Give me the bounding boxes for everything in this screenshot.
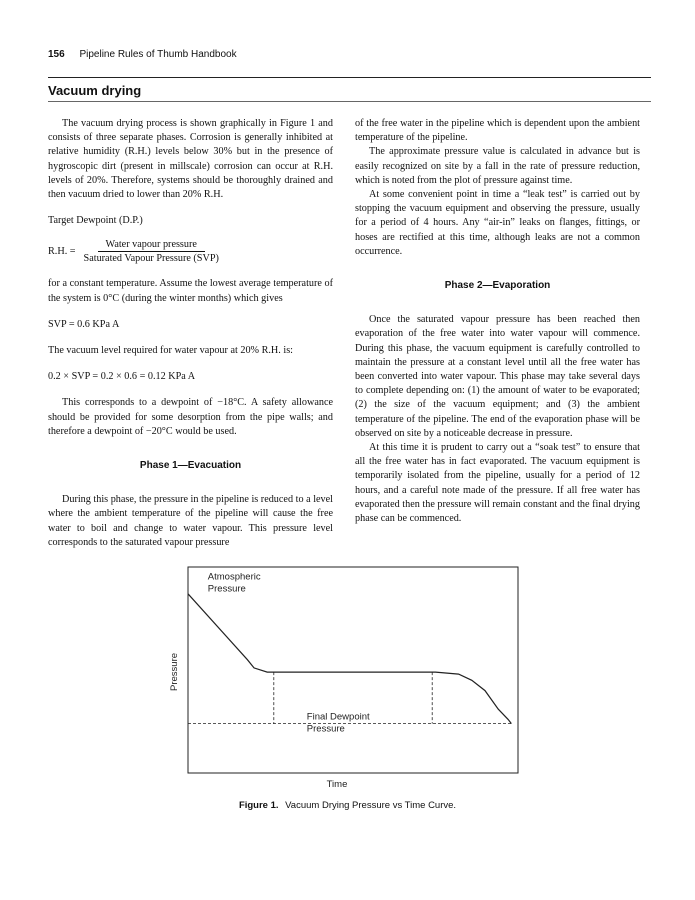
- book-title: Pipeline Rules of Thumb Handbook: [79, 49, 237, 60]
- paragraph: At some convenient point in time a “leak test” is carried out by stopping the vacuum equipment and observing the pressure, usually for a period of 4 hours. Any “air-in” leaks on flanges, fittings, or hoses are rectified at this time, although leaks are not a common occurrence.: [355, 189, 640, 257]
- target-dewpoint-label: Target Dewpoint (D.P.): [48, 215, 143, 227]
- header-rule: [48, 77, 651, 78]
- figure-label: Figure 1.: [238, 800, 279, 811]
- annotation-0: Atmospheric Pressure: [207, 571, 261, 595]
- running-head: [48, 49, 237, 60]
- equation-svp: SVP = 0.6 KPa A: [48, 318, 120, 330]
- paragraph: At this time it is prudent to carry out a “soak test” to ensure that all the free water has in fact evaporated. The vacuum equipment is temporarily isolated from the pipeline, usually for a period of 12 hours, and a careful note made of the pressure. If all free water has evaporated then the pressure will remain constant and the final drying phase can be commenced.: [355, 442, 640, 525]
- page-number: 156: [48, 49, 65, 60]
- paragraph: This corresponds to a dewpoint of −18°C. A safety allowance should be provided for some desorption from the pipe walls; and therefore a dewpoint of −20°C would be used.: [48, 397, 333, 437]
- equation-vacuum-level: 0.2 × SVP = 0.2 × 0.6 = 0.12 KPa A: [48, 371, 196, 383]
- paragraph: of the free water in the pipeline which is dependent upon the ambient temperature of the pipeline.: [355, 118, 640, 144]
- x-axis-label: Time: [326, 779, 348, 790]
- annotation-1: Final Dewpoint Pressure: [306, 711, 370, 735]
- figure-caption-text: Vacuum Drying Pressure vs Time Curve.: [285, 800, 457, 811]
- formula-numerator: Water vapour pressure: [98, 238, 205, 252]
- formula-lhs: R.H. =: [48, 245, 76, 257]
- paragraph: The approximate pressure value is calculated in advance but is easily recognized on site by a fall in the rate of pressure reduction, which is noted from the plot of pressure against time.: [355, 146, 640, 186]
- plot-frame: [188, 567, 518, 773]
- paragraph: The vacuum level required for water vapour at 20% R.H. is:: [48, 345, 293, 357]
- formula-denominator: Saturated Vapour Pressure (SVP): [83, 253, 219, 265]
- paragraph: The vacuum drying process is shown graphically in Figure 1 and consists of three separate phases. Corrosion is generally inhibited at relative humidity (R.H.) levels below 30% but in the presence of hygroscopic dirt (present in millscale) corrosion can occur at R.H. levels of 20%. Therefore, systems should be thoroughly drained and then vacuum dried to lower than 20% R.H.: [48, 118, 333, 201]
- formula-fraction: [80, 238, 223, 265]
- left-column: [48, 117, 333, 550]
- paragraph: Once the saturated vapour pressure has been reached then evaporation of the free water into water vapour will commence. During this phase, the vacuum equipment is carefully controlled to maintain the pressure at a constant level until all the free water has been converted into water vapour. This phase may take several days to complete depending on: (1) the amount of water to be evaporated; (2) the size of the vacuum equipment; and (3) the ambient temperature of the pipeline. The end of the evaporation phase will be observed on site by a noticeable decrease in pressure.: [355, 314, 640, 439]
- section-rule: [48, 101, 651, 102]
- section-title: Vacuum drying: [48, 83, 142, 98]
- rh-formula: [48, 238, 333, 265]
- paragraph: for a constant temperature. Assume the lowest average temperature of the system is 0°C (during the winter months) which gives: [48, 278, 333, 304]
- figure-1: [160, 565, 540, 815]
- y-axis-label: Pressure: [169, 652, 180, 692]
- figure-caption: [0, 800, 695, 811]
- right-column: [355, 117, 640, 526]
- paragraph: During this phase, the pressure in the pipeline is reduced to a level where the ambient temperature of the pipeline will cause the free water to boil and change to water vapour. This pressure level corresponds to the saturated vapour pressure: [48, 494, 333, 548]
- phase2-heading: Phase 2—Evaporation: [444, 280, 551, 292]
- pressure-time-chart: [160, 565, 540, 815]
- pressure-curve: [188, 594, 511, 724]
- phase1-heading: Phase 1—Evacuation: [139, 460, 242, 472]
